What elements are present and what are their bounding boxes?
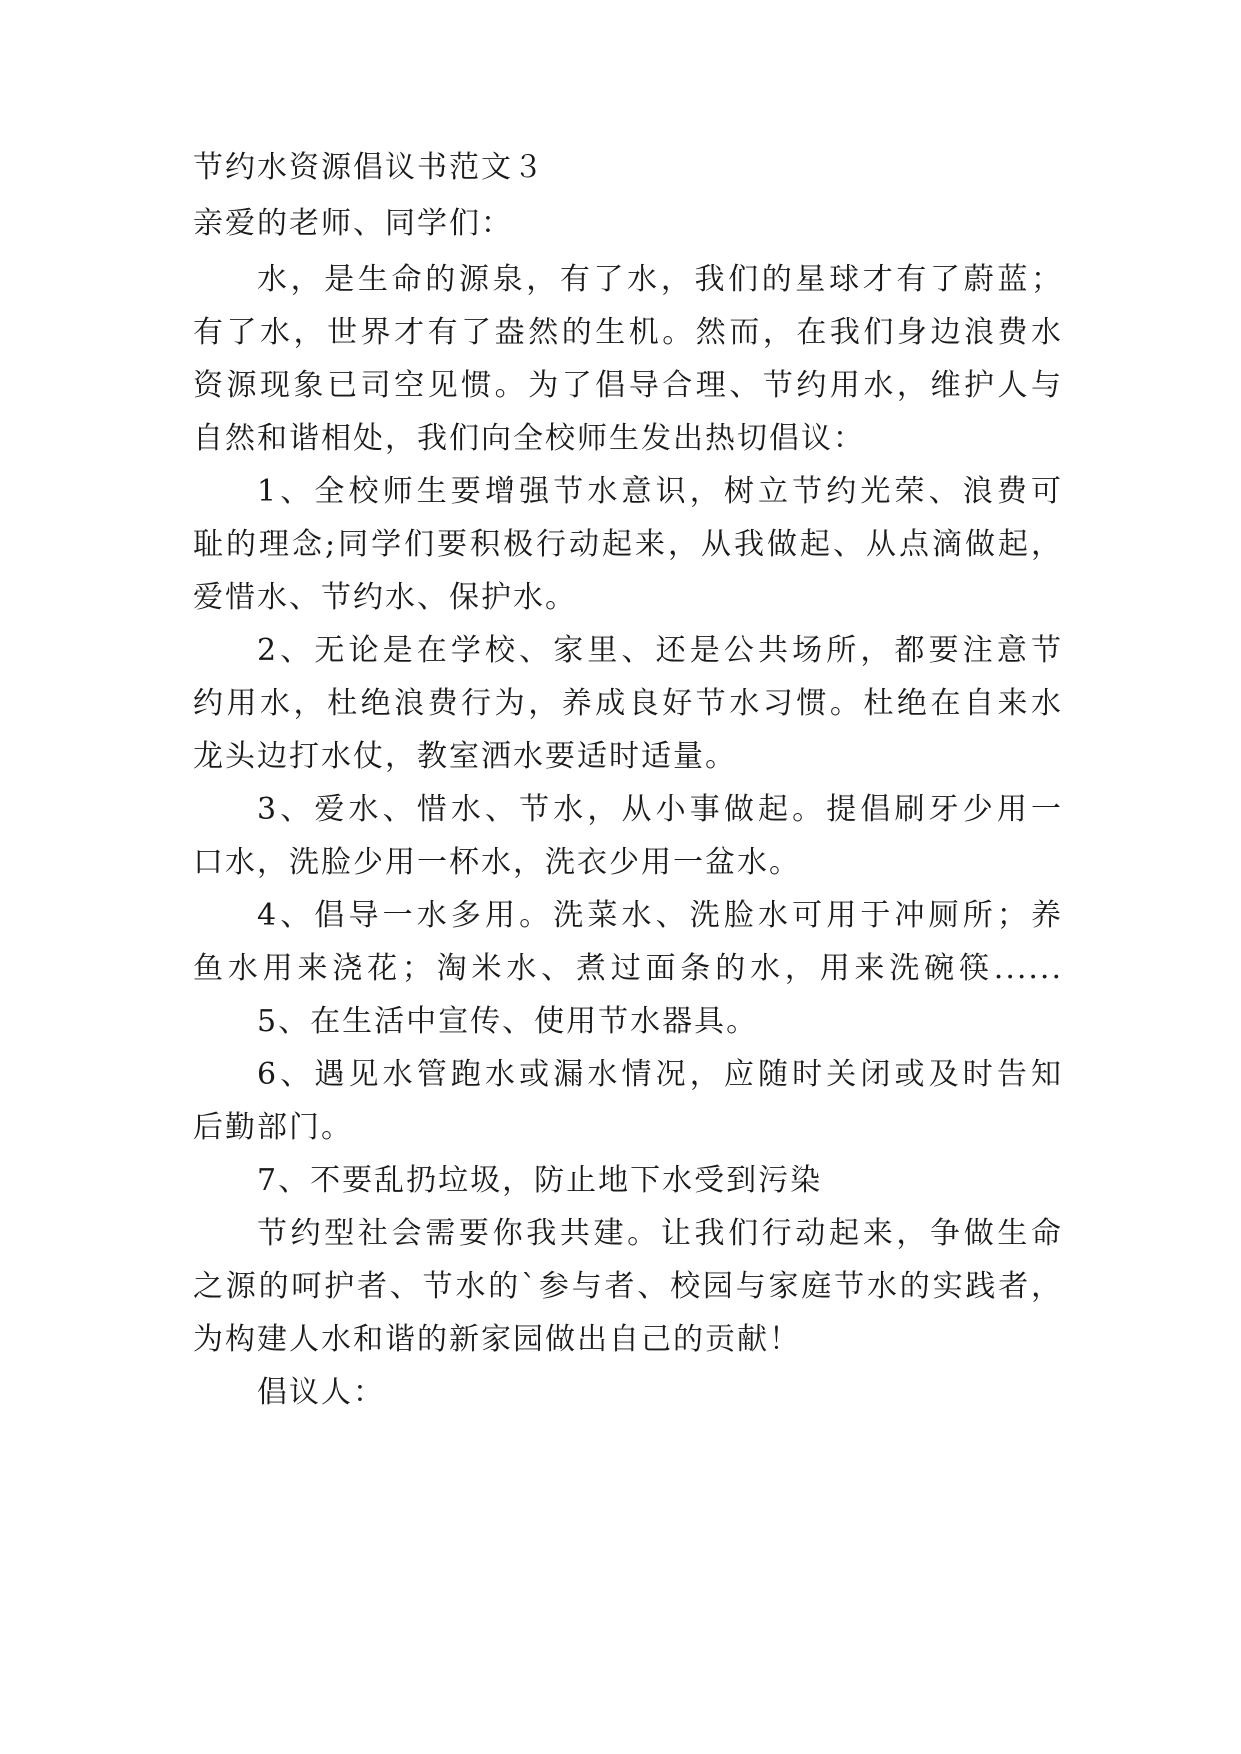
document-title: 节约水资源倡议书范文３	[193, 150, 545, 185]
paragraph-line: 4、倡导一水多用。洗菜水、洗脸水可用于冲厕所；养	[257, 898, 1063, 933]
paragraph-line: 6、遇见水管跑水或漏水情况，应随时关闭或及时告知	[257, 1057, 1063, 1092]
document-page	[193, 0, 1063, 1754]
paragraph-line: 爱惜水、节约水、保护水。	[193, 580, 577, 615]
paragraph-line: 水，是生命的源泉，有了水，我们的星球才有了蔚蓝；	[257, 262, 1063, 297]
salutation: 亲爱的老师、同学们：	[193, 206, 513, 241]
signature-label: 倡议人：	[257, 1375, 385, 1410]
paragraph-line: 1、全校师生要增强节水意识，树立节约光荣、浪费可	[257, 474, 1063, 509]
paragraph-line: 2、无论是在学校、家里、还是公共场所，都要注意节	[257, 633, 1063, 668]
paragraph-line: 5、在生活中宣传、使用节水器具。	[257, 1004, 759, 1039]
paragraph-line: 节约型社会需要你我共建。让我们行动起来，争做生命	[257, 1216, 1063, 1251]
paragraph-line: 鱼水用来浇花；淘米水、煮过面条的水，用来洗碗筷......	[193, 951, 1063, 986]
paragraph-line: 口水，洗脸少用一杯水，洗衣少用一盆水。	[193, 845, 801, 880]
paragraph-line: 耻的理念;同学们要积极行动起来，从我做起、从点滴做起，	[193, 527, 1063, 562]
paragraph-line: 资源现象已司空见惯。为了倡导合理、节约用水，维护人与	[193, 368, 1063, 403]
paragraph-line: 之源的呵护者、节水的`参与者、校园与家庭节水的实践者，	[193, 1269, 1063, 1304]
paragraph-line: 后勤部门。	[193, 1110, 353, 1145]
paragraph-line: 约用水，杜绝浪费行为，养成良好节水习惯。杜绝在自来水	[193, 686, 1063, 721]
paragraph-line: 7、不要乱扔垃圾，防止地下水受到污染	[257, 1163, 823, 1198]
paragraph-line: 有了水，世界才有了盎然的生机。然而，在我们身边浪费水	[193, 315, 1063, 350]
paragraph-line: 为构建人水和谐的新家园做出自己的贡献！	[193, 1322, 801, 1357]
paragraph-line: 3、爱水、惜水、节水，从小事做起。提倡刷牙少用一	[257, 792, 1063, 827]
paragraph-line: 自然和谐相处，我们向全校师生发出热切倡议：	[193, 421, 865, 456]
paragraph-line: 龙头边打水仗，教室洒水要适时适量。	[193, 739, 737, 774]
